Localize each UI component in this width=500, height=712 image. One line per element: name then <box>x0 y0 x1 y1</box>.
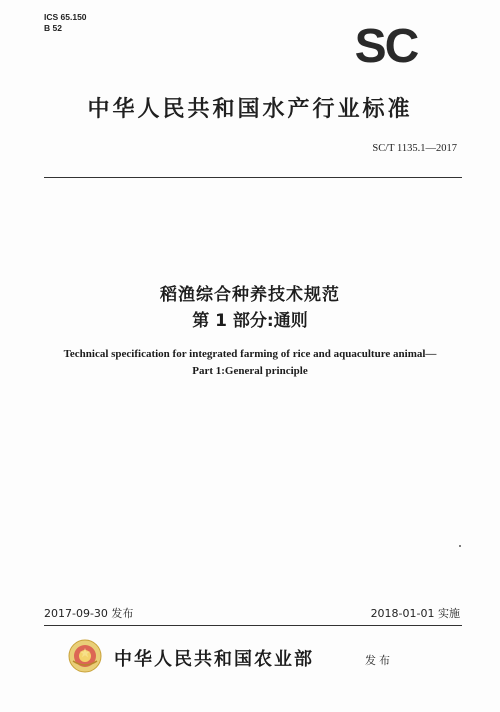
issuing-authority-suffix: 发布 <box>365 654 393 667</box>
ccs-code: B 52 <box>44 23 62 33</box>
english-title-line-1: Technical specification for integrated farming of rice and aquaculture animal— <box>63 348 437 360</box>
sc-logo <box>345 22 427 66</box>
issue-date: 2017-09-30 发布 <box>44 607 134 620</box>
chinese-title-line-1: 稻渔综合种养技术规范 <box>160 285 340 305</box>
standard-number: SC/T 1135.1—2017 <box>372 143 457 154</box>
issuing-authority: 中华人民共和国农业部 <box>114 649 314 670</box>
standard-category-title: 中华人民共和国水产行业标准 <box>87 97 413 122</box>
national-emblem-icon <box>68 639 102 673</box>
ics-code: ICS 65.150 <box>44 12 87 22</box>
sc-logo-text: SC <box>354 22 418 66</box>
chinese-title-line-2: 第 1 部分:通则 <box>192 311 308 331</box>
scan-speck <box>459 545 461 547</box>
implementation-date: 2018-01-01 实施 <box>370 607 460 620</box>
english-title-line-2: Part 1:General principle <box>192 365 308 377</box>
bottom-divider <box>44 625 462 626</box>
top-divider <box>44 177 462 178</box>
classification-codes <box>44 12 87 34</box>
